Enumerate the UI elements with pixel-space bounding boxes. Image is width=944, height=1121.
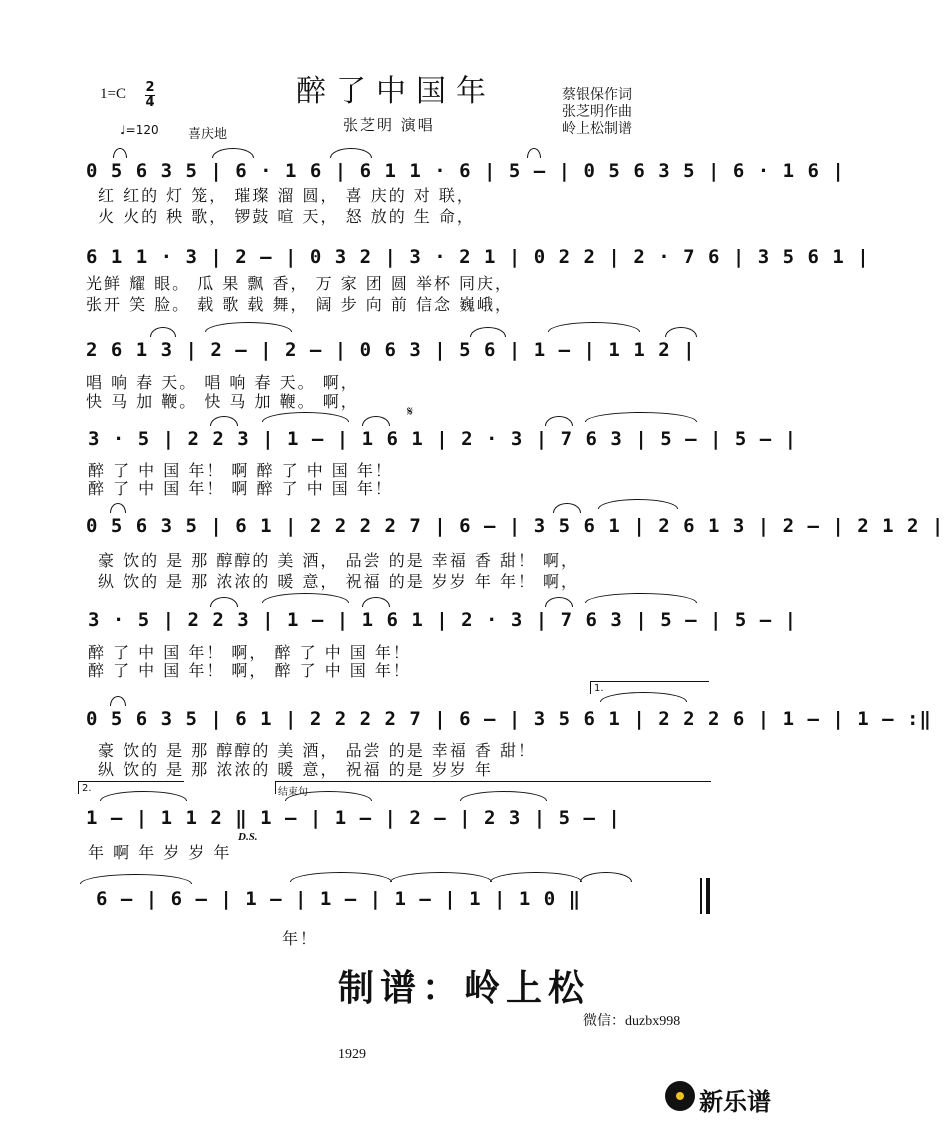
lyrics-system-4-verse-2: 醉 了 中 国 年！ 啊 醉 了 中 国 年！	[88, 479, 393, 498]
tie-mark	[545, 597, 573, 607]
tie-mark	[362, 416, 390, 426]
segno-sign: 𝄋	[407, 404, 414, 420]
tie-mark	[665, 327, 697, 337]
song-title: 醉了中国年	[296, 74, 496, 109]
tie-mark	[210, 597, 238, 607]
lyrics-system-6-verse-2: 醉 了 中 国 年！ 啊， 醉 了 中 国 年！	[88, 661, 411, 680]
author-credits	[562, 87, 632, 138]
composer-credit: 张芝明作曲	[562, 104, 632, 120]
tie-mark	[598, 499, 678, 509]
lyrics-system-3-verse-1: 唱 响 春 天。 唱 响 春 天。 啊，	[86, 373, 359, 392]
tie-mark	[150, 327, 176, 337]
lyrics-system-2-verse-1: 光鲜 耀 眼。 瓜 果 飘 香， 万 家 团 圆 举杯 同庆，	[86, 274, 514, 293]
singer-credit: 张芝明 演唱	[343, 116, 435, 134]
notes-system-9: 6 – | 6 – | 1 – | 1 – | 1 – | 1 | 1 0 ‖	[96, 888, 582, 910]
volta-2-label: 2.	[82, 783, 92, 794]
tie-mark	[548, 322, 640, 332]
final-barline-thin	[700, 878, 702, 914]
notes-system-7: 0 5 6 3 5 | 6 1 | 2 2 2 2 7 | 6 – | 3 5 6 1 | 2 2 2 6 | 1 – | 1 – :‖	[86, 708, 932, 730]
tie-mark	[113, 148, 127, 158]
tie-mark	[585, 593, 697, 603]
tie-mark	[580, 872, 632, 882]
notes-system-1: 0 5 6 3 5 | 6 · 1 6 | 6 1 1 · 6 | 5 – | 0 5 6 3 5 | 6 · 1 6 |	[86, 160, 845, 182]
tie-mark	[110, 696, 126, 706]
tie-mark	[362, 597, 390, 607]
time-signature-top: 2	[145, 80, 155, 95]
notes-system-3: 2 6 1 3 | 2 – | 2 – | 0 6 3 | 5 6 | 1 – | 1 1 2 |	[86, 339, 696, 361]
tie-mark	[205, 322, 292, 332]
tie-mark	[262, 412, 349, 422]
arranger-signature: 制谱：岭上松	[338, 967, 591, 1009]
tie-mark	[527, 148, 541, 158]
lyrics-system-7-verse-1: 豪 饮的 是 那 醇醇的 美 酒， 品尝 的是 幸福 香 甜！	[98, 741, 536, 760]
notes-system-8: 1 – | 1 1 2 ‖ 1 – | 1 – | 2 – | 2 3 | 5 – |	[86, 807, 621, 829]
lyrics-system-2-verse-2: 张开 笑 脸。 载 歌 载 舞， 阔 步 向 前 信念 巍峨，	[86, 295, 514, 314]
lyrics-system-3-verse-2: 快 马 加 鞭。 快 马 加 鞭。 啊，	[86, 392, 359, 411]
arranger-credit: 岭上松制谱	[562, 121, 632, 137]
lyrics-system-1-verse-2: 火 火的 秧 歌， 锣鼓 喧 天， 怒 放的 生 命，	[98, 207, 475, 226]
notes-system-4: 3 · 5 | 2 2 3 | 1 – | 1 6 1 | 2 · 3 | 7 6 3 | 5 – | 5 – |	[88, 428, 798, 450]
notes-system-2: 6 1 1 · 3 | 2 – | 0 3 2 | 3 · 2 1 | 0 2 2 | 2 · 7 6 | 3 5 6 1 |	[86, 246, 870, 268]
tie-mark	[262, 593, 349, 603]
mood-marking: 喜庆地	[188, 127, 228, 142]
tie-mark	[290, 872, 392, 882]
record-disc-icon	[665, 1081, 695, 1111]
key-signature: 1=C	[100, 86, 126, 102]
tie-mark	[470, 327, 506, 337]
coda-label: 结束句	[278, 787, 308, 798]
tie-mark	[490, 872, 582, 882]
lyrics-system-7-verse-2: 纵 饮的 是 那 浓浓的 暖 意， 祝福 的是 岁岁 年	[98, 760, 493, 779]
tie-mark	[110, 503, 126, 513]
tempo-marking: ♩=120	[120, 123, 159, 137]
lyrics-system-8: 年 啊 年 岁 岁 年	[88, 843, 232, 862]
tie-mark	[390, 872, 492, 882]
notes-system-5: 0 5 6 3 5 | 6 1 | 2 2 2 2 7 | 6 – | 3 5 6 1 | 2 6 1 3 | 2 – | 2 1 2 |	[86, 515, 944, 537]
time-signature	[145, 82, 155, 109]
tie-mark	[553, 503, 581, 513]
notes-system-6: 3 · 5 | 2 2 3 | 1 – | 1 6 1 | 2 · 3 | 7 6 3 | 5 – | 5 – |	[88, 609, 798, 631]
lyrics-system-1-verse-1: 红 红的 灯 笼， 璀璨 溜 圆， 喜 庆的 对 联，	[98, 186, 475, 205]
lyrics-system-5-verse-1: 豪 饮的 是 那 醇醇的 美 酒， 品尝 的是 幸福 香 甜！ 啊，	[98, 551, 580, 570]
tie-mark	[212, 148, 254, 158]
time-signature-bottom: 4	[145, 95, 155, 110]
lyrics-system-5-verse-2: 纵 饮的 是 那 浓浓的 暖 意， 祝福 的是 岁岁 年 年！ 啊，	[98, 572, 580, 591]
tie-mark	[545, 416, 573, 426]
ds-marking: D.S.	[238, 831, 258, 843]
tie-mark	[80, 874, 192, 884]
lyrics-system-9: 年！	[282, 929, 319, 948]
tie-mark	[585, 412, 697, 422]
wechat-id: 微信：duzbx998	[583, 1014, 681, 1029]
logo-text: 新乐谱	[699, 1088, 771, 1116]
lyricist-credit: 蔡银保作词	[562, 87, 632, 103]
lyrics-system-4-verse-1: 醉 了 中 国 年！ 啊 醉 了 中 国 年！	[88, 461, 393, 480]
page-number: 1929	[338, 1047, 366, 1062]
tie-mark	[330, 148, 372, 158]
lyrics-system-6-verse-1: 醉 了 中 国 年！ 啊， 醉 了 中 国 年！	[88, 643, 411, 662]
tie-mark	[210, 416, 238, 426]
final-barline	[706, 878, 710, 914]
volta-1-label: 1.	[594, 683, 604, 694]
